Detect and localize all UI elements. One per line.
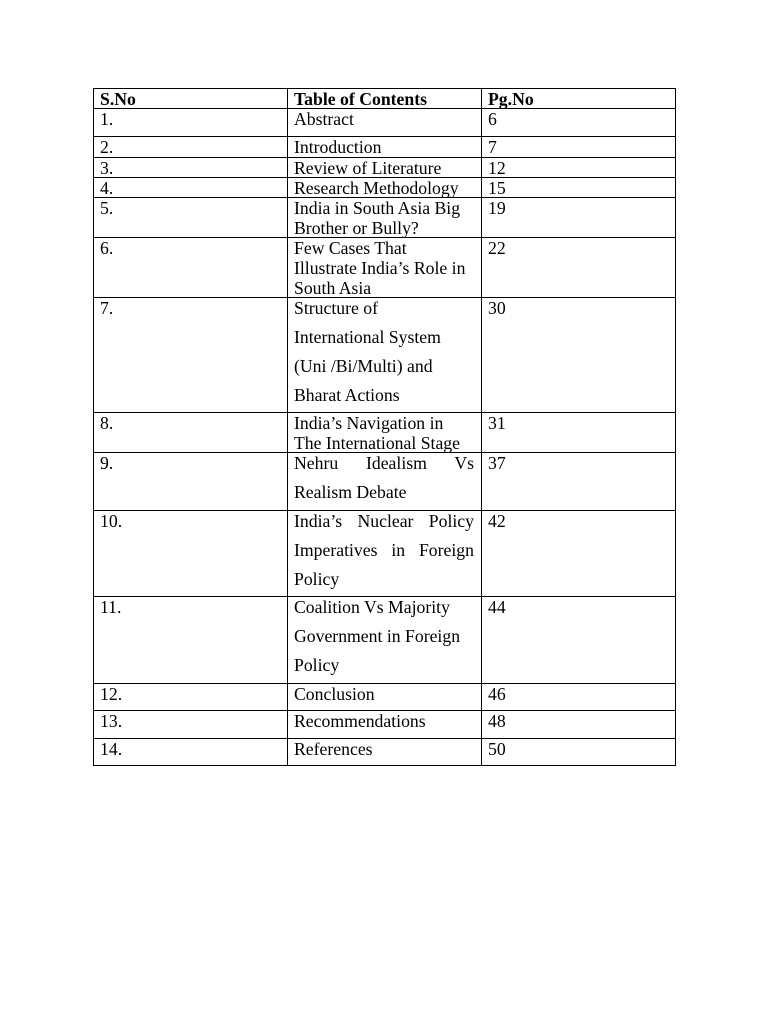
title-line: The International Stage — [294, 433, 461, 453]
title-line: Review of Literature — [294, 158, 442, 178]
title-line: India’s Nuclear Policy — [294, 511, 474, 531]
toc-row — [94, 158, 676, 178]
page-cell: 7 — [482, 137, 676, 157]
sno-cell: 2. — [94, 137, 288, 157]
title-cell — [288, 238, 482, 297]
title-line: Conclusion — [294, 684, 375, 704]
title-line: India’s Navigation in — [294, 413, 444, 433]
page-cell: 31 — [482, 413, 676, 452]
page-cell: 48 — [482, 711, 676, 738]
title-cell — [288, 597, 482, 683]
title-cell — [288, 137, 482, 157]
page-cell: 46 — [482, 684, 676, 710]
sno-cell: 14. — [94, 739, 288, 765]
title-line: Bharat Actions — [294, 385, 400, 405]
toc-row — [94, 511, 676, 597]
header-sno: S.No — [94, 89, 288, 108]
title-cell — [288, 511, 482, 596]
toc-row — [94, 597, 676, 684]
sno-cell: 4. — [94, 178, 288, 197]
title-line: Abstract — [294, 109, 354, 129]
sno-cell: 8. — [94, 413, 288, 452]
title-cell — [288, 298, 482, 412]
header-page: Pg.No — [482, 89, 676, 108]
title-line: South Asia — [294, 278, 372, 298]
header-title: Table of Contents — [288, 89, 482, 108]
title-line: Imperatives in Foreign — [294, 540, 474, 560]
page-cell: 50 — [482, 739, 676, 765]
sno-cell: 11. — [94, 597, 288, 683]
page-cell: 19 — [482, 198, 676, 237]
page-cell: 30 — [482, 298, 676, 412]
title-cell — [288, 739, 482, 765]
title-line: (Uni /Bi/Multi) and — [294, 356, 433, 376]
toc-row — [94, 298, 676, 413]
title-cell — [288, 109, 482, 136]
toc-row — [94, 739, 676, 766]
sno-cell: 12. — [94, 684, 288, 710]
toc-row — [94, 238, 676, 298]
toc-header-row — [94, 89, 676, 109]
title-cell — [288, 711, 482, 738]
title-line: Brother or Bully? — [294, 218, 419, 238]
sno-cell: 10. — [94, 511, 288, 596]
page-cell: 22 — [482, 238, 676, 297]
page-cell: 42 — [482, 511, 676, 596]
sno-cell: 7. — [94, 298, 288, 412]
toc-row — [94, 137, 676, 158]
title-cell — [288, 684, 482, 710]
toc-row — [94, 109, 676, 137]
title-line: Realism Debate — [294, 482, 407, 502]
title-line: Research Methodology — [294, 178, 459, 198]
title-line: Nehru Idealism Vs — [294, 453, 474, 473]
page-cell: 15 — [482, 178, 676, 197]
toc-row — [94, 178, 676, 198]
title-cell — [288, 178, 482, 197]
title-line: Introduction — [294, 137, 382, 157]
title-cell — [288, 198, 482, 237]
title-line: Few Cases That — [294, 238, 407, 258]
toc-row — [94, 453, 676, 511]
title-cell — [288, 158, 482, 177]
sno-cell: 1. — [94, 109, 288, 136]
sno-cell: 5. — [94, 198, 288, 237]
title-line: Illustrate India’s Role in — [294, 258, 466, 278]
title-line: Coalition Vs Majority — [294, 597, 450, 617]
toc-row — [94, 413, 676, 453]
title-line: Structure of — [294, 298, 378, 318]
title-line: Policy — [294, 569, 340, 589]
page-cell: 6 — [482, 109, 676, 136]
toc-row — [94, 198, 676, 238]
title-line: International System — [294, 327, 441, 347]
title-line: Recommendations — [294, 711, 426, 731]
sno-cell: 13. — [94, 711, 288, 738]
page-cell: 44 — [482, 597, 676, 683]
title-line: Government in Foreign — [294, 626, 461, 646]
title-cell — [288, 453, 482, 510]
sno-cell: 9. — [94, 453, 288, 510]
page-cell: 37 — [482, 453, 676, 510]
toc-row — [94, 711, 676, 739]
page-cell: 12 — [482, 158, 676, 177]
toc-table — [93, 88, 676, 766]
title-cell — [288, 413, 482, 452]
sno-cell: 6. — [94, 238, 288, 297]
title-line: India in South Asia Big — [294, 198, 461, 218]
sno-cell: 3. — [94, 158, 288, 177]
title-line: References — [294, 739, 373, 759]
toc-row — [94, 684, 676, 711]
title-line: Policy — [294, 655, 340, 675]
